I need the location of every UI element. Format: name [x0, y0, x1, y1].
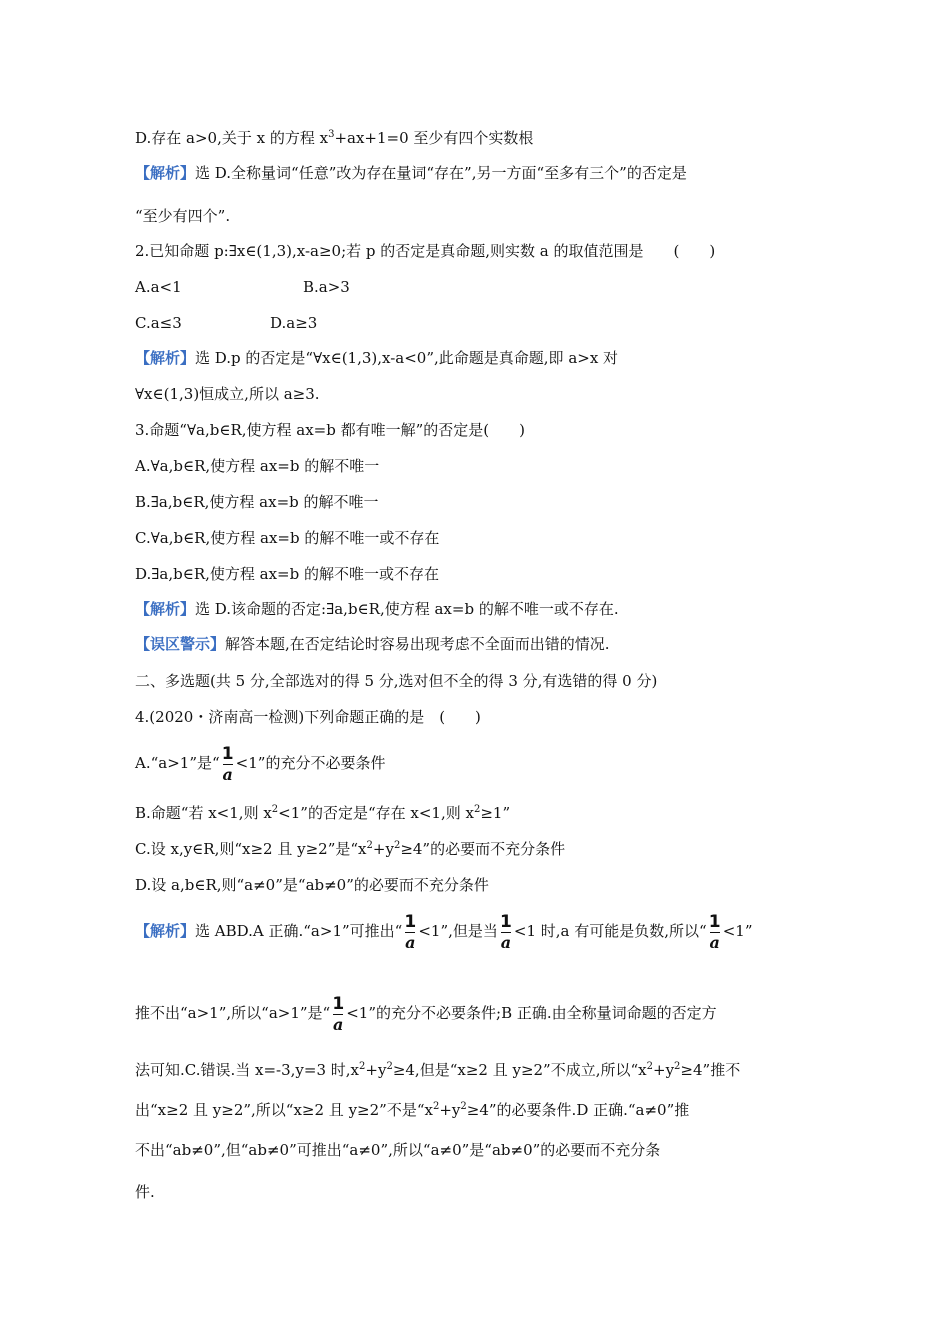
q2-options-row1 [135, 276, 820, 298]
q4-option-b: B.命题“若 x<1,则 $x^2<1$”的否定是“存在 x<1,则 $x^2\ge 1$” [135, 804, 511, 822]
q2-option-b: B.a>3 [303, 278, 350, 296]
q1-solution-cont: “至少有四个”. [135, 207, 231, 225]
q3-option-c: C.∀a,b∈R,使方程 ax=b 的解不唯一或不存在 [135, 529, 440, 547]
solution-tag: 【解析】 [135, 349, 196, 367]
section-2-heading: 二、多选题(共 5 分,全部选对的得 5 分,选对但不全的得 3 分,有选错的得 0 分) [135, 672, 658, 690]
q4-solution-line2: 推不出“a>1”,所以“a>1”是“ $\frac{1}{a}$ <1”的充分不必要条件;B 正确.由全称量词命题的否定方 [135, 994, 717, 1034]
q4-option-c: C.设 x,y∈R,则“x≥2 且 y≥2”是“$x^2+y^2\ge 4$”的必要而不充分条件 [135, 840, 566, 858]
q2-option-d: D.a≥3 [270, 314, 318, 332]
q4-option-a: A.“a>1”是“ $\frac{1}{a}$ <1”的充分不必要条件 [135, 744, 386, 784]
warning-tag: 【误区警示】 [135, 635, 226, 653]
q2-solution: 【解析】选 D.p 的否定是“∀x∈(1,3),x-a<0”,此命题是真命题,即 a>x 对 [135, 349, 619, 367]
solution-tag: 【解析】 [135, 164, 196, 182]
q2-solution-cont: ∀x∈(1,3)恒成立,所以 a≥3. [135, 385, 320, 403]
q2-stem: 2.已知命题 p:∃x∈(1,3),x-a≥0;若 p 的否定是真命题,则实数 a 的取值范围是 ( ) [135, 242, 716, 260]
q3-option-a: A.∀a,b∈R,使方程 ax=b 的解不唯一 [135, 457, 380, 475]
fraction-1-over-a: $\frac{1}{a}$ [708, 912, 721, 952]
fraction-1-over-a: $\frac{1}{a}$ [221, 744, 234, 784]
q3-solution: 【解析】选 D.该命题的否定:∃a,b∈R,使方程 ax=b 的解不唯一或不存在. [135, 600, 619, 618]
q4-solution-line3: 法可知.C.错误.当 x=-3,y=3 时$,x^2+y^2\ge 4$,但是“x≥2 且 y≥2”不成立,所以“$x^2+y^2\ge 4$”推不 [135, 1061, 741, 1079]
q3-option-d: D.∃a,b∈R,使方程 ax=b 的解不唯一或不存在 [135, 565, 439, 583]
q4-solution-line5: 不出“ab≠0”,但“ab≠0”可推出“a≠0”,所以“a≠0”是“ab≠0”的必要而不充分条 [135, 1141, 661, 1159]
q1-option-d: D.存在 a>0,关于 x 的方程 $x^3+ax+1=0$ 至少有四个实数根 [135, 129, 534, 147]
fraction-1-over-a: $\frac{1}{a}$ [499, 912, 512, 952]
fraction-1-over-a: $\frac{1}{a}$ [404, 912, 417, 952]
q3-stem: 3.命题“∀a,b∈R,使方程 ax=b 都有唯一解”的否定是( ) [135, 421, 525, 439]
q4-option-d: D.设 a,b∈R,则“a≠0”是“ab≠0”的必要而不充分条件 [135, 876, 489, 894]
q3-warning: 【误区警示】解答本题,在否定结论时容易出现考虑不全面而出错的情况. [135, 635, 610, 653]
q1-solution: 【解析】选 D.全称量词“任意”改为存在量词“存在”,另一方面“至多有三个”的否定是 [135, 164, 687, 182]
solution-tag: 【解析】 [135, 922, 196, 940]
fraction-1-over-a: $\frac{1}{a}$ [332, 994, 345, 1034]
q2-options-row2 [135, 312, 820, 334]
q3-option-b: B.∃a,b∈R,使方程 ax=b 的解不唯一 [135, 493, 379, 511]
q2-option-c: C.a≤3 [135, 314, 182, 332]
q2-option-a: A.a<1 [135, 278, 182, 296]
q4-stem: 4.(2020・济南高一检测)下列命题正确的是 ( ) [135, 708, 481, 726]
q4-solution-line4: 出“x≥2 且 y≥2”,所以“x≥2 且 y≥2”不是“$x^2+y^2\ge 4$”的必要条件.D 正确.“a≠0”推 [135, 1101, 690, 1119]
q4-solution-line6: 件. [135, 1183, 155, 1201]
solution-tag: 【解析】 [135, 600, 196, 618]
q4-solution: 【解析】选 ABD.A 正确.“a>1”可推出“ $\frac{1}{a}$ <1”,但是当 $\frac{1}{a}$ <1 时,a 有可能是负数,所以“ $\frac{1}{a}$ <1” [135, 912, 753, 952]
